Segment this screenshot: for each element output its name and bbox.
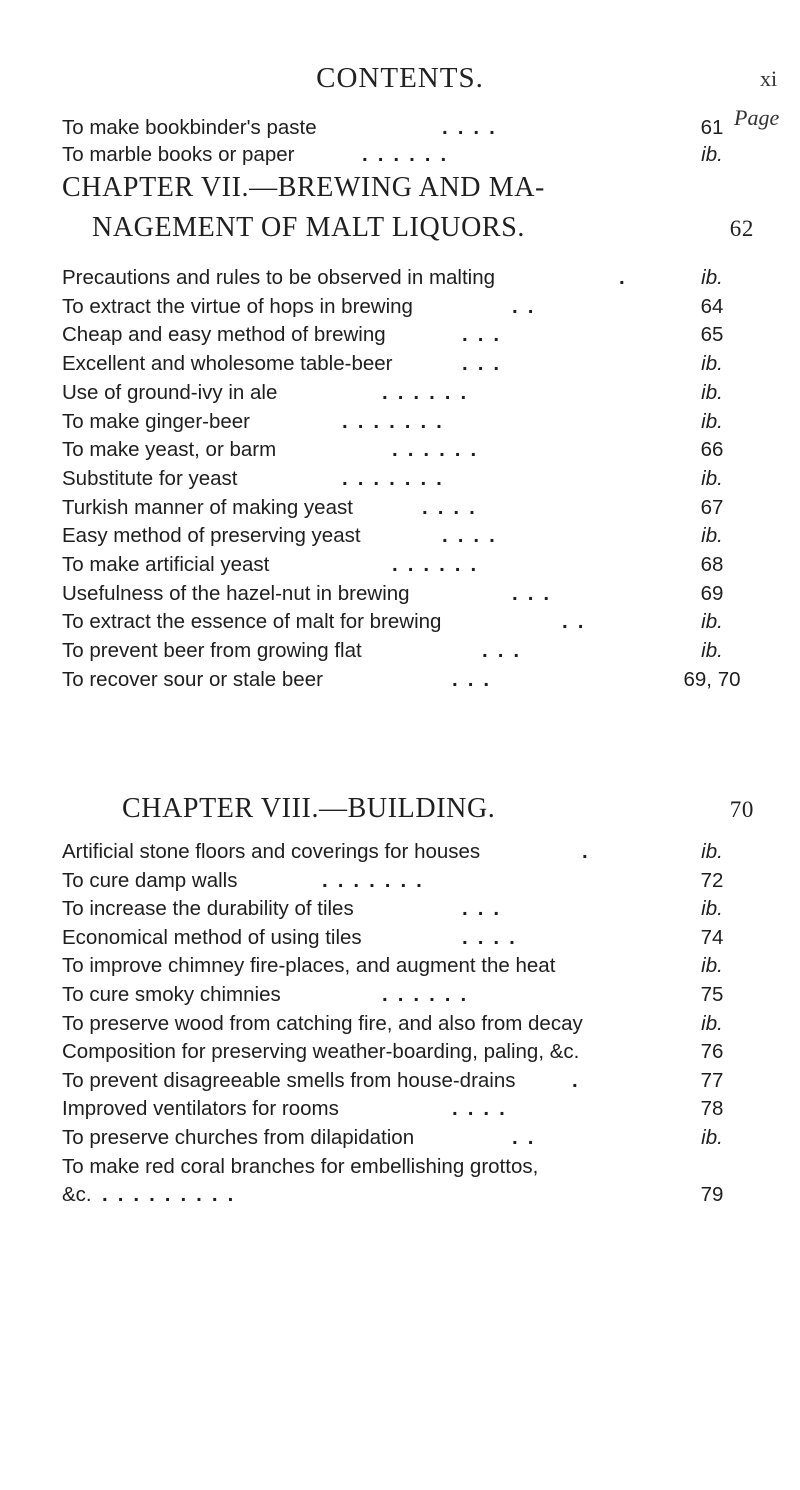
leader-dots: ... (462, 323, 510, 347)
entry-title: To prevent disagreeable smells from house-drains (62, 1068, 516, 1092)
entry-page: ib. (701, 1126, 723, 1149)
entry-title: Turkish manner of making yeast (62, 495, 353, 519)
entry-page: ib. (701, 610, 723, 634)
entry-page: 78 (700, 1097, 724, 1121)
leader-dots: .... (452, 1097, 515, 1121)
entry-page: 69 (700, 581, 724, 605)
leader-dots: ...... (392, 438, 487, 462)
leader-dots: . (619, 266, 635, 289)
entry-page: 64 (700, 294, 724, 318)
entry-title: Composition for preserving weather-boarding, paling, &c. (62, 1040, 580, 1064)
leader-dots: ... (452, 667, 500, 691)
entry-title: To preserve wood from catching fire, and also from decay (62, 1011, 583, 1035)
entry-page: 76 (700, 1040, 724, 1064)
leader-dots: ... (512, 581, 560, 605)
entry-title: Precautions and rules to be observed in malting (62, 266, 496, 289)
entry-title: To extract the essence of malt for brewing (62, 610, 442, 634)
entry-page: ib. (701, 409, 723, 433)
toc-entry (62, 1183, 752, 1217)
entry-title: Improved ventilators for rooms (62, 1097, 339, 1121)
entry-page: 69, 70 (683, 667, 741, 691)
entry-title: Cheap and easy method of brewing (62, 323, 386, 347)
entry-page: ib. (701, 954, 723, 978)
entry-page: 72 (700, 868, 724, 892)
chapter-page: 70 (729, 797, 754, 822)
entry-page: ib. (701, 639, 723, 663)
entry-title: Artificial stone floors and coverings for houses (62, 840, 481, 863)
leader-dots: .. (562, 610, 594, 634)
leader-dots: ...... (392, 553, 487, 576)
entry-page: ib. (701, 1011, 723, 1035)
entry-title: Use of ground-ivy in ale (62, 380, 278, 404)
leader-dots: ....... (322, 868, 432, 892)
leader-dots: ....... (342, 409, 452, 433)
entry-page: ib. (701, 352, 723, 376)
entry-page: 75 (700, 983, 724, 1006)
entry-title: To make ginger-beer (62, 409, 251, 433)
entry-page: ib. (701, 897, 723, 921)
entry-page: 61 (700, 116, 724, 139)
leader-dots: .... (442, 116, 505, 139)
entry-title: To recover sour or stale beer (62, 667, 323, 691)
leader-dots: ....... (342, 466, 452, 490)
entry-title: Easy method of preserving yeast (62, 524, 361, 548)
page-column-label: Page (734, 105, 780, 130)
leader-dots: . (582, 840, 598, 863)
chapter-title: CHAPTER VII.—BREWING AND MA- (62, 172, 545, 203)
entry-title: To make red coral branches for embellishing grottos, (62, 1154, 539, 1178)
leader-dots: . (572, 1068, 588, 1092)
entry-page: ib. (701, 466, 723, 490)
entry-page: 66 (700, 438, 724, 462)
folio-number: xi (760, 66, 778, 91)
chapter-title: CHAPTER VIII.—BUILDING. (122, 793, 496, 824)
entry-title: To make artificial yeast (62, 553, 270, 576)
entry-title: To extract the virtue of hops in brewing (62, 294, 413, 318)
entry-title: Economical method of using tiles (62, 925, 362, 949)
chapter-title-continued: NAGEMENT OF MALT LIQUORS. (92, 212, 525, 243)
chapter-heading-continued (92, 212, 754, 244)
entry-title: To preserve churches from dilapidation (62, 1126, 415, 1149)
entry-page: 68 (700, 553, 724, 576)
entry-page: 79 (700, 1183, 724, 1207)
entry-page: ib. (701, 266, 723, 289)
chapter-heading (62, 172, 545, 204)
entry-page: 67 (700, 495, 724, 519)
entry-title: To improve chimney fire-places, and augment the heat (62, 954, 556, 978)
entry-title: Usefulness of the hazel-nut in brewing (62, 581, 410, 605)
leader-dots: .... (442, 524, 505, 548)
leader-dots: .. (512, 294, 544, 318)
entry-title: To prevent beer from growing flat (62, 639, 362, 663)
leader-dots: ......... (102, 1183, 244, 1207)
leader-dots: ... (462, 897, 510, 921)
entry-page: ib. (701, 143, 723, 166)
entry-title: To make yeast, or barm (62, 438, 277, 462)
leader-dots: ...... (382, 983, 477, 1006)
leader-dots: ... (482, 639, 530, 663)
entry-page: ib. (701, 380, 723, 404)
entry-title: To increase the durability of tiles (62, 897, 354, 921)
leader-dots: ...... (362, 143, 457, 166)
chapter-heading (122, 793, 754, 825)
entry-title: &c. (62, 1183, 92, 1207)
entry-page: 65 (700, 323, 724, 347)
leader-dots: .. (512, 1126, 544, 1149)
entry-title: To cure damp walls (62, 868, 238, 892)
entry-page: ib. (701, 840, 723, 863)
page-title: CONTENTS. (316, 62, 484, 94)
chapter-page: 62 (729, 216, 754, 241)
entry-title: Substitute for yeast (62, 466, 238, 490)
entry-page: 77 (700, 1068, 724, 1092)
entry-title: To make bookbinder's paste (62, 116, 317, 139)
leader-dots: .... (462, 925, 525, 949)
toc-entry (62, 668, 752, 702)
leader-dots: ...... (382, 380, 477, 404)
entry-page: 74 (700, 925, 724, 949)
leader-dots: .... (422, 495, 485, 519)
entry-title: Excellent and wholesome table-beer (62, 352, 393, 376)
entry-title: To marble books or paper (62, 143, 295, 166)
leader-dots: ... (462, 352, 510, 376)
entry-page: ib. (701, 524, 723, 548)
entry-title: To cure smoky chimnies (62, 983, 281, 1006)
